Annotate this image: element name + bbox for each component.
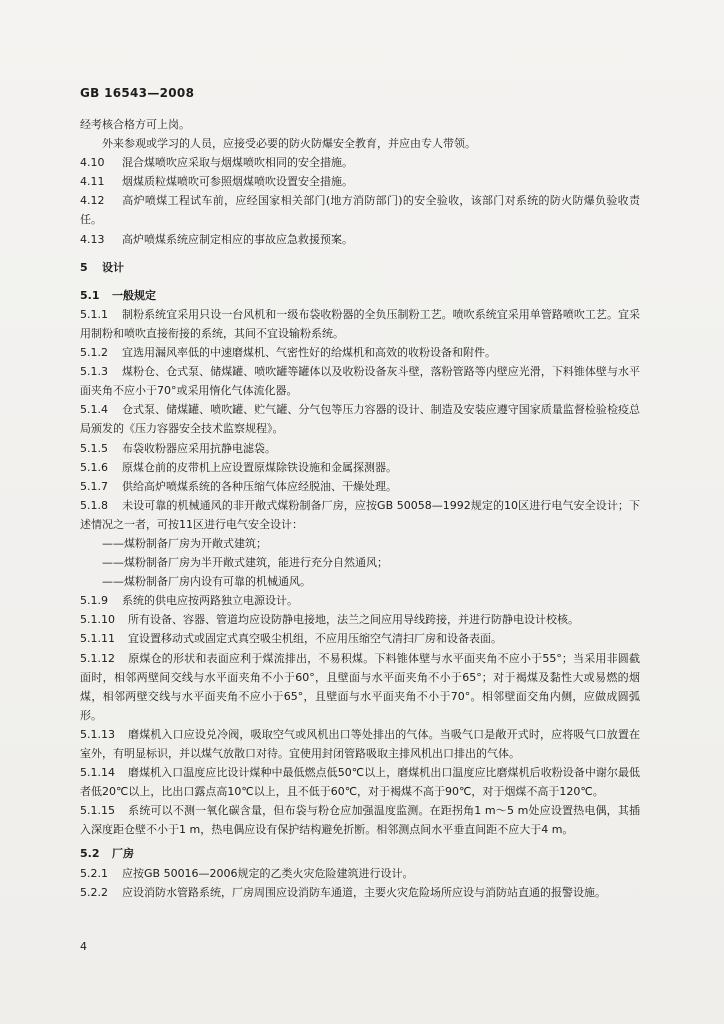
clause-text: 宜设置移动式或固定式真空吸尘机组，不应用压缩空气清扫厂房和设备表面。	[128, 632, 502, 646]
clause-number: 5.1.10	[80, 613, 115, 627]
clause-4-10	[80, 153, 640, 172]
clause-5-1-13	[80, 725, 640, 763]
clause-4-11	[80, 172, 640, 191]
clause-5-1-6	[80, 458, 640, 477]
clause-number: 5.1.9	[80, 594, 108, 608]
clause-text: 煤粉仓、仓式泵、储煤罐、喷吹罐等罐体以及收粉设备灰斗壁，落粉管路等内壁应光滑，下料锥体壁与水平面夹角不应小于70°或采用惰化气体流化器。	[80, 365, 640, 398]
clause-text: 混合煤喷吹应采取与烟煤喷吹相同的安全措施。	[122, 156, 353, 170]
page-number: 4	[80, 940, 87, 953]
clause-text: 系统可以不测一氧化碳含量，但布袋与粉仓应加强温度监测。在距拐角1 m～5 m处应设置热电偶，其插入深度距仓壁不小于1 m，热电偶应设有保护结构避免折断。相邻测点间水平垂直间距不应大于4 m。	[80, 804, 640, 837]
section-5-2-heading	[80, 844, 640, 863]
clause-text: 未设可靠的机械通风的非开敞式煤粉制备厂房，应按GB 50058—1992规定的10区进行电气安全设计；下述情况之一者，可按11区进行电气安全设计：	[80, 498, 640, 531]
clause-text: 仓式泵、储煤罐、喷吹罐、贮气罐、分气包等压力容器的设计、制造及安装应遵守国家质量监督检验检疫总局颁发的《压力容器安全技术监察规程》。	[80, 403, 640, 436]
section-number: 5.2	[80, 847, 100, 861]
clause-text: 高炉喷煤系统应制定相应的事故应急救援预案。	[122, 232, 353, 246]
clause-number: 5.1.11	[80, 632, 115, 646]
clause-5-1-4	[80, 400, 640, 438]
clause-5-1-3	[80, 362, 640, 400]
clause-number: 4.12	[80, 194, 105, 208]
section-5-1-heading	[80, 286, 640, 305]
section-title: 一般规定	[112, 288, 156, 302]
clause-5-1-11	[80, 629, 640, 648]
list-item: ——煤粉制备厂房内设有可靠的机械通风。	[102, 575, 311, 589]
clause-number: 5.1.15	[80, 804, 115, 818]
clause-text: 原煤仓前的皮带机上应设置原煤除铁设施和金属探测器。	[122, 460, 397, 474]
clause-text: 供给高炉喷煤系统的各种压缩气体应经脱油、干燥处理。	[122, 479, 397, 493]
list-item: ——煤粉制备厂房为开敞式建筑；	[102, 536, 267, 550]
clause-text: 所有设备、容器、管道均应设防静电接地，法兰之间应用导线跨接，并进行防静电设计校核。	[128, 613, 579, 627]
clause-5-2-2	[80, 883, 640, 902]
section-number: 5	[80, 260, 88, 274]
document-body	[80, 115, 640, 902]
clause-text: 磨煤机入口应设兑冷阀，吸取空气或风机出口等处排出的气体。当吸气口是敞开式时，应将吸气口放置在室外，有明显标识，并以煤气放散口对待。宜使用封闭管路吸取主排风机出口排出的气体。	[80, 727, 640, 760]
clause-text: 布袋收粉器应采用抗静电滤袋。	[122, 441, 276, 455]
clause-5-1-15	[80, 801, 640, 839]
clause-text: 宜选用漏风率低的中速磨煤机、气密性好的给煤机和高效的收粉设备和附件。	[122, 346, 496, 360]
clause-text: 应设消防水管路系统，厂房周围应设消防车通道，主要火灾危险场所应设与消防站直通的报警设施。	[122, 885, 606, 899]
section-number: 5.1	[80, 288, 100, 302]
clause-5-1-5	[80, 439, 640, 458]
clause-number: 5.1.4	[80, 403, 108, 417]
clause-text: 应按GB 50016—2006规定的乙类火灾危险建筑进行设计。	[122, 866, 414, 880]
section-title: 厂房	[112, 847, 134, 861]
clause-number: 5.1.8	[80, 498, 108, 512]
clause-number: 5.1.1	[80, 307, 108, 321]
clause-4-13	[80, 230, 640, 249]
clause-5-1-1	[80, 305, 640, 343]
clause-number: 5.1.2	[80, 346, 108, 360]
paragraph-visitors: 外来参观或学习的人员，应接受必要的防火防爆安全教育，并应由专人带领。	[102, 137, 476, 151]
clause-5-1-2	[80, 343, 640, 362]
clause-5-1-8	[80, 496, 640, 534]
clause-text: 磨煤机入口温度应比设计煤种中最低燃点低50℃以上，磨煤机出口温度应比磨煤机后收粉设备中谢尔最低者低20℃以上，比出口露点高10℃以上，且不低于60℃，对于褐煤不高于90℃，对于烟煤不高于120℃。	[80, 766, 640, 799]
clause-number: 4.10	[80, 156, 105, 170]
clause-number: 5.2.2	[80, 885, 108, 899]
clause-5-2-1	[80, 864, 640, 883]
clause-text: 烟煤质粒煤喷吹可参照烟煤喷吹设置安全措施。	[122, 175, 353, 189]
standard-header: GB 16543—2008	[80, 86, 195, 100]
clause-text: 原煤仓的形状和表面应利于煤流排出，不易积煤。下料锥体壁与水平面夹角不应小于55°；当采用非圆截面时，相邻两壁间交线与水平面夹角不小于60°，且壁面与水平面夹角不小于65°；对于褐煤及黏性大或易燃的烟煤，相邻两壁交线与水平面夹角不应小于65°，且壁面与水平面夹角不小于70°。相邻壁面交角内侧，应做成圆弧形。	[80, 651, 640, 722]
clause-text: 高炉喷煤工程试车前，应经国家相关部门(地方消防部门)的安全验收，该部门对系统的防火防爆负验收责任。	[80, 194, 640, 227]
clause-number: 5.1.6	[80, 460, 108, 474]
list-item: ——煤粉制备厂房为半开敞式建筑，能进行充分自然通风；	[102, 556, 388, 570]
section-5-heading	[80, 258, 640, 277]
clause-number: 5.2.1	[80, 866, 108, 880]
clause-text: 系统的供电应按两路独立电源设计。	[122, 594, 298, 608]
clause-5-1-10	[80, 610, 640, 629]
clause-number: 5.1.12	[80, 651, 115, 665]
clause-number: 5.1.7	[80, 479, 108, 493]
clause-number: 5.1.3	[80, 365, 108, 379]
clause-number: 5.1.13	[80, 727, 115, 741]
clause-5-1-7	[80, 477, 640, 496]
clause-5-1-12	[80, 649, 640, 725]
section-title: 设计	[102, 260, 124, 274]
clause-number: 5.1.14	[80, 766, 115, 780]
clause-4-12	[80, 191, 640, 229]
clause-text: 制粉系统宜采用只设一台风机和一级布袋收粉器的全负压制粉工艺。喷吹系统宜采用单管路喷吹工艺。宜采用制粉和喷吹直接衔接的系统，其间不宜设输粉系统。	[80, 307, 640, 340]
clause-number: 5.1.5	[80, 441, 108, 455]
clause-5-1-14	[80, 763, 640, 801]
clause-number: 4.11	[80, 175, 105, 189]
paragraph-line: 经考核合格方可上岗。	[80, 118, 190, 131]
clause-5-1-9	[80, 591, 640, 610]
clause-number: 4.13	[80, 232, 105, 246]
